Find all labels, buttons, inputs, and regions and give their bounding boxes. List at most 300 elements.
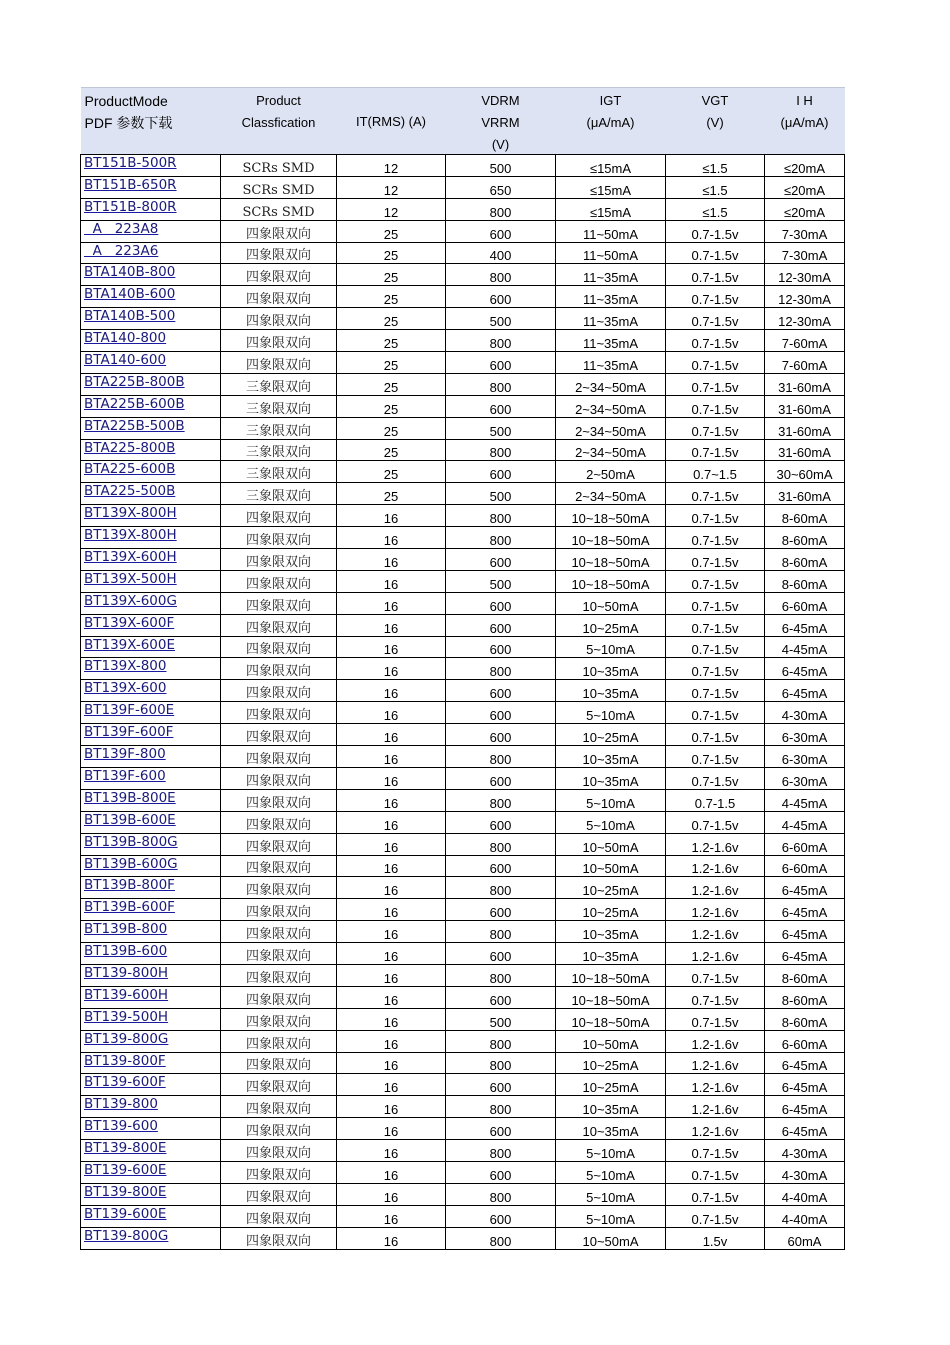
table-row	[81, 155, 845, 177]
cell-vdrm: 600	[446, 724, 556, 746]
cell-vgt: 0.7-1.5v	[666, 417, 765, 439]
cell-classification: SCRs SMD	[221, 198, 337, 220]
cell-vdrm: 600	[446, 986, 556, 1008]
cell-vdrm: 600	[446, 899, 556, 921]
cell-it-rms: 16	[337, 1008, 446, 1030]
table-row	[81, 789, 845, 811]
table-row	[81, 1227, 845, 1249]
cell-classification: 三象限双向	[221, 461, 337, 483]
pdf-download-link[interactable]: BT139B-600F	[84, 899, 175, 916]
cell-classification: 四象限双向	[221, 767, 337, 789]
pdf-download-link[interactable]: BT139-800E	[84, 1183, 167, 1200]
cell-ih: 30~60mA	[765, 461, 845, 483]
cell-igt: 10~50mA	[556, 592, 666, 614]
cell-ih: 7-30mA	[765, 242, 845, 264]
cell-igt: 2~34~50mA	[556, 439, 666, 461]
cell-ih: 6-30mA	[765, 767, 845, 789]
cell-igt: 10~25mA	[556, 724, 666, 746]
cell-classification: 三象限双向	[221, 373, 337, 395]
cell-ih: 4-40mA	[765, 1183, 845, 1205]
cell-vgt: 0.7-1.5v	[666, 1008, 765, 1030]
cell-igt: ≤15mA	[556, 155, 666, 177]
table-row	[81, 1052, 845, 1074]
cell-vdrm: 650	[446, 176, 556, 198]
cell-ih: 31-60mA	[765, 439, 845, 461]
cell-classification: 四象限双向	[221, 527, 337, 549]
table-row	[81, 855, 845, 877]
pdf-download-link[interactable]: BT139F-600E	[84, 702, 175, 719]
pdf-download-link[interactable]: BT139B-800F	[84, 877, 175, 894]
cell-classification: SCRs SMD	[221, 176, 337, 198]
cell-igt: 10~25mA	[556, 1052, 666, 1074]
cell-ih: 6-45mA	[765, 1096, 845, 1118]
pdf-download-link[interactable]: BT139X-600E	[84, 636, 176, 653]
pdf-download-link[interactable]: BT139B-800	[84, 921, 168, 938]
cell-vgt: 0.7~1.5	[666, 461, 765, 483]
pdf-download-link[interactable]: BTA225B-500B	[84, 417, 185, 434]
cell-ih: 4-30mA	[765, 1161, 845, 1183]
cell-vgt: 1.2-1.6v	[666, 1074, 765, 1096]
cell-vgt: 1.2-1.6v	[666, 1030, 765, 1052]
cell-vdrm: 600	[446, 395, 556, 417]
cell-classification: 四象限双向	[221, 352, 337, 374]
cell-vgt: 0.7-1.5v	[666, 1161, 765, 1183]
cell-model	[81, 789, 221, 811]
table-row	[81, 767, 845, 789]
pdf-download-link[interactable]: BTA225B-600B	[84, 395, 185, 412]
cell-classification: 四象限双向	[221, 855, 337, 877]
cell-it-rms: 16	[337, 1030, 446, 1052]
cell-vdrm: 600	[446, 592, 556, 614]
cell-vgt: 1.2-1.6v	[666, 1096, 765, 1118]
pdf-download-link[interactable]: BT139-600E	[84, 1205, 167, 1222]
cell-model	[81, 1052, 221, 1074]
cell-vdrm: 400	[446, 242, 556, 264]
cell-classification: 四象限双向	[221, 680, 337, 702]
cell-it-rms: 25	[337, 461, 446, 483]
cell-ih: 6-60mA	[765, 592, 845, 614]
pdf-download-link[interactable]: BT139-600H	[84, 986, 169, 1003]
pdf-download-link[interactable]: A 223A6	[84, 242, 159, 259]
header-ih: I H (μA/mA)	[765, 88, 845, 155]
cell-it-rms: 25	[337, 395, 446, 417]
cell-classification: 四象限双向	[221, 1096, 337, 1118]
cell-vgt: 0.7-1.5v	[666, 373, 765, 395]
cell-vdrm: 800	[446, 505, 556, 527]
cell-classification: 四象限双向	[221, 220, 337, 242]
pdf-download-link[interactable]: BT139B-600	[84, 943, 168, 960]
pdf-download-link[interactable]: BT139-800G	[84, 1030, 169, 1047]
cell-it-rms: 16	[337, 746, 446, 768]
cell-vdrm: 600	[446, 811, 556, 833]
pdf-download-link[interactable]: BT139X-600H	[84, 549, 177, 566]
cell-vgt: 0.7-1.5v	[666, 330, 765, 352]
cell-model	[81, 527, 221, 549]
cell-igt: 5~10mA	[556, 1140, 666, 1162]
cell-classification: 四象限双向	[221, 833, 337, 855]
cell-it-rms: 25	[337, 308, 446, 330]
table-row	[81, 373, 845, 395]
cell-it-rms: 16	[337, 767, 446, 789]
cell-classification: 四象限双向	[221, 614, 337, 636]
cell-ih: 6-30mA	[765, 724, 845, 746]
cell-vdrm: 800	[446, 1183, 556, 1205]
cell-vdrm: 800	[446, 1227, 556, 1249]
cell-it-rms: 16	[337, 1052, 446, 1074]
cell-igt: 5~10mA	[556, 789, 666, 811]
cell-model	[81, 439, 221, 461]
cell-it-rms: 16	[337, 570, 446, 592]
cell-model	[81, 877, 221, 899]
table-row	[81, 1074, 845, 1096]
table-row	[81, 1118, 845, 1140]
table-row	[81, 702, 845, 724]
cell-classification: 四象限双向	[221, 242, 337, 264]
pdf-download-link[interactable]: BT139F-600F	[84, 724, 174, 741]
cell-vdrm: 800	[446, 439, 556, 461]
cell-ih: 6-45mA	[765, 1118, 845, 1140]
cell-vdrm: 600	[446, 461, 556, 483]
table-row	[81, 527, 845, 549]
cell-classification: 四象限双向	[221, 1183, 337, 1205]
cell-classification: 四象限双向	[221, 1140, 337, 1162]
cell-ih: 8-60mA	[765, 986, 845, 1008]
header-vgt: VGT (V)	[666, 88, 765, 155]
cell-vdrm: 600	[446, 1118, 556, 1140]
table-row	[81, 1030, 845, 1052]
pdf-download-link[interactable]: BTA140B-800	[84, 264, 176, 281]
cell-model	[81, 1096, 221, 1118]
pdf-download-link[interactable]: BT139-600	[84, 1118, 158, 1135]
pdf-download-link[interactable]: BTA140-600	[84, 352, 167, 369]
pdf-download-link[interactable]: BTA225B-800B	[84, 373, 185, 390]
cell-classification: 四象限双向	[221, 1118, 337, 1140]
cell-ih: 31-60mA	[765, 373, 845, 395]
cell-it-rms: 16	[337, 811, 446, 833]
cell-vdrm: 800	[446, 833, 556, 855]
pdf-download-link[interactable]: BTA140-800	[84, 330, 167, 347]
cell-ih: 6-60mA	[765, 1030, 845, 1052]
cell-model	[81, 1118, 221, 1140]
cell-vgt: 1.5v	[666, 1227, 765, 1249]
cell-vgt: 0.7-1.5v	[666, 439, 765, 461]
cell-vdrm: 600	[446, 286, 556, 308]
cell-vdrm: 600	[446, 220, 556, 242]
pdf-download-link[interactable]: BT139-600E	[84, 1161, 167, 1178]
cell-ih: 8-60mA	[765, 549, 845, 571]
table-row	[81, 811, 845, 833]
cell-model	[81, 198, 221, 220]
cell-classification: 四象限双向	[221, 549, 337, 571]
cell-vgt: 1.2-1.6v	[666, 1052, 765, 1074]
cell-vgt: 1.2-1.6v	[666, 833, 765, 855]
table-row	[81, 220, 845, 242]
pdf-download-link[interactable]: BT139B-800E	[84, 789, 176, 806]
header-product-model: ProductMode PDF 参数下载	[81, 88, 221, 155]
pdf-download-link[interactable]: BT139-600F	[84, 1074, 166, 1091]
table-row	[81, 461, 845, 483]
table-row	[81, 395, 845, 417]
pdf-download-link[interactable]: BT139B-600G	[84, 855, 178, 872]
cell-model	[81, 1008, 221, 1030]
cell-vdrm: 500	[446, 308, 556, 330]
cell-ih: 31-60mA	[765, 395, 845, 417]
cell-it-rms: 25	[337, 352, 446, 374]
pdf-download-link[interactable]: BT139-800G	[84, 1227, 169, 1244]
cell-igt: 10~18~50mA	[556, 505, 666, 527]
cell-model	[81, 461, 221, 483]
cell-ih: 4-40mA	[765, 1205, 845, 1227]
pdf-download-link[interactable]: BTA225-500B	[84, 483, 176, 500]
table-row	[81, 505, 845, 527]
cell-vdrm: 600	[446, 614, 556, 636]
cell-it-rms: 16	[337, 636, 446, 658]
cell-it-rms: 16	[337, 1227, 446, 1249]
table-row	[81, 198, 845, 220]
pdf-download-link[interactable]: BTA225-600B	[84, 461, 176, 478]
cell-vdrm: 500	[446, 417, 556, 439]
cell-classification: 四象限双向	[221, 899, 337, 921]
pdf-download-link[interactable]: BT139X-800H	[84, 527, 177, 544]
cell-vdrm: 500	[446, 155, 556, 177]
cell-model	[81, 483, 221, 505]
cell-model	[81, 1074, 221, 1096]
table-row	[81, 877, 845, 899]
cell-classification: 三象限双向	[221, 439, 337, 461]
cell-ih: 6-45mA	[765, 680, 845, 702]
cell-igt: ≤15mA	[556, 176, 666, 198]
cell-classification: 四象限双向	[221, 1227, 337, 1249]
cell-it-rms: 16	[337, 1096, 446, 1118]
cell-vdrm: 800	[446, 330, 556, 352]
cell-ih: 4-45mA	[765, 811, 845, 833]
cell-ih: 12-30mA	[765, 308, 845, 330]
cell-vgt: 0.7-1.5v	[666, 242, 765, 264]
cell-classification: 四象限双向	[221, 1161, 337, 1183]
cell-classification: 四象限双向	[221, 1052, 337, 1074]
cell-model	[81, 155, 221, 177]
cell-vdrm: 800	[446, 373, 556, 395]
header-row	[81, 88, 845, 155]
pdf-download-link[interactable]: BT139-800	[84, 1096, 158, 1113]
cell-model	[81, 1161, 221, 1183]
cell-it-rms: 16	[337, 833, 446, 855]
cell-igt: 10~35mA	[556, 680, 666, 702]
cell-vdrm: 600	[446, 636, 556, 658]
cell-classification: 四象限双向	[221, 746, 337, 768]
cell-classification: 四象限双向	[221, 658, 337, 680]
pdf-download-link[interactable]: BT139X-800	[84, 658, 167, 675]
table-row	[81, 308, 845, 330]
cell-it-rms: 16	[337, 1140, 446, 1162]
pdf-download-link[interactable]: BT139B-600E	[84, 811, 176, 828]
cell-it-rms: 16	[337, 592, 446, 614]
pdf-download-link[interactable]: BT139X-600	[84, 680, 167, 697]
pdf-download-link[interactable]: A 223A8	[84, 220, 159, 237]
cell-vdrm: 600	[446, 1205, 556, 1227]
cell-vgt: ≤1.5	[666, 176, 765, 198]
pdf-download-link[interactable]: BT139X-800H	[84, 505, 177, 522]
table-row	[81, 242, 845, 264]
pdf-download-link[interactable]: BTA225-800B	[84, 439, 176, 456]
cell-ih: 8-60mA	[765, 527, 845, 549]
pdf-download-link[interactable]: BTA140B-500	[84, 308, 176, 325]
cell-igt: 10~25mA	[556, 899, 666, 921]
table-row	[81, 264, 845, 286]
pdf-download-link[interactable]: BT139-800E	[84, 1140, 167, 1157]
cell-ih: 8-60mA	[765, 1008, 845, 1030]
cell-ih: 31-60mA	[765, 483, 845, 505]
cell-igt: 2~50mA	[556, 461, 666, 483]
pdf-download-link[interactable]: BT139-800F	[84, 1052, 166, 1069]
table-row	[81, 1140, 845, 1162]
cell-vdrm: 500	[446, 483, 556, 505]
cell-classification: 四象限双向	[221, 264, 337, 286]
cell-ih: 6-45mA	[765, 1074, 845, 1096]
cell-it-rms: 16	[337, 1205, 446, 1227]
cell-model	[81, 352, 221, 374]
cell-classification: 四象限双向	[221, 308, 337, 330]
cell-igt: 11~50mA	[556, 242, 666, 264]
cell-ih: ≤20mA	[765, 198, 845, 220]
cell-vgt: 0.7-1.5v	[666, 1205, 765, 1227]
cell-model	[81, 724, 221, 746]
cell-it-rms: 25	[337, 220, 446, 242]
pdf-download-link[interactable]: BT139F-600	[84, 767, 166, 784]
cell-classification: 四象限双向	[221, 1030, 337, 1052]
cell-vgt: 1.2-1.6v	[666, 877, 765, 899]
cell-igt: 11~35mA	[556, 352, 666, 374]
cell-vgt: ≤1.5	[666, 155, 765, 177]
table-row	[81, 1161, 845, 1183]
cell-vdrm: 800	[446, 1096, 556, 1118]
cell-vgt: 0.7-1.5v	[666, 746, 765, 768]
cell-ih: 7-60mA	[765, 352, 845, 374]
pdf-download-link[interactable]: BT139B-800G	[84, 833, 178, 850]
pdf-download-link[interactable]: BT139-800H	[84, 964, 169, 981]
cell-classification: 四象限双向	[221, 505, 337, 527]
cell-igt: 11~35mA	[556, 308, 666, 330]
table-row	[81, 439, 845, 461]
table-row	[81, 1096, 845, 1118]
cell-igt: 10~35mA	[556, 921, 666, 943]
cell-it-rms: 25	[337, 439, 446, 461]
cell-classification: 三象限双向	[221, 483, 337, 505]
cell-it-rms: 25	[337, 417, 446, 439]
cell-igt: 10~35mA	[556, 746, 666, 768]
cell-vdrm: 600	[446, 767, 556, 789]
cell-vgt: 0.7-1.5v	[666, 549, 765, 571]
cell-vdrm: 600	[446, 943, 556, 965]
pdf-download-link[interactable]: BTA140B-600	[84, 286, 176, 303]
table-row	[81, 724, 845, 746]
cell-vgt: 1.2-1.6v	[666, 855, 765, 877]
table-row	[81, 417, 845, 439]
cell-vgt: 0.7-1.5v	[666, 395, 765, 417]
table-row	[81, 833, 845, 855]
cell-igt: 10~18~50mA	[556, 570, 666, 592]
cell-model	[81, 702, 221, 724]
cell-model	[81, 1030, 221, 1052]
table-row	[81, 899, 845, 921]
cell-ih: 6-30mA	[765, 746, 845, 768]
table-row	[81, 592, 845, 614]
cell-model	[81, 658, 221, 680]
cell-ih: 6-45mA	[765, 921, 845, 943]
cell-igt: 11~35mA	[556, 286, 666, 308]
cell-vdrm: 500	[446, 570, 556, 592]
pdf-download-link[interactable]: BT139F-800	[84, 746, 166, 763]
cell-model	[81, 570, 221, 592]
cell-model	[81, 505, 221, 527]
pdf-download-link[interactable]: BT139X-600G	[84, 592, 177, 609]
pdf-download-link[interactable]: BT139-500H	[84, 1008, 169, 1025]
table-row	[81, 964, 845, 986]
cell-vdrm: 600	[446, 680, 556, 702]
cell-vgt: 0.7-1.5v	[666, 570, 765, 592]
pdf-download-link[interactable]: BT139X-500H	[84, 570, 177, 587]
cell-model	[81, 614, 221, 636]
cell-igt: 5~10mA	[556, 1205, 666, 1227]
cell-it-rms: 12	[337, 176, 446, 198]
cell-classification: 四象限双向	[221, 724, 337, 746]
cell-vdrm: 600	[446, 702, 556, 724]
table-row	[81, 1183, 845, 1205]
cell-model	[81, 943, 221, 965]
cell-it-rms: 12	[337, 155, 446, 177]
table-row	[81, 549, 845, 571]
cell-vgt: 0.7-1.5v	[666, 483, 765, 505]
cell-it-rms: 16	[337, 527, 446, 549]
cell-igt: 2~34~50mA	[556, 417, 666, 439]
cell-classification: 四象限双向	[221, 592, 337, 614]
cell-model	[81, 855, 221, 877]
cell-model	[81, 921, 221, 943]
cell-igt: 10~18~50mA	[556, 964, 666, 986]
table-row	[81, 176, 845, 198]
cell-classification: 四象限双向	[221, 702, 337, 724]
cell-model	[81, 176, 221, 198]
cell-ih: 8-60mA	[765, 964, 845, 986]
cell-classification: 四象限双向	[221, 1008, 337, 1030]
pdf-download-link[interactable]: BT151B-650R	[84, 176, 177, 193]
cell-it-rms: 25	[337, 330, 446, 352]
cell-igt: 10~25mA	[556, 877, 666, 899]
cell-igt: 10~25mA	[556, 614, 666, 636]
cell-vgt: 0.7-1.5v	[666, 592, 765, 614]
cell-vdrm: 600	[446, 549, 556, 571]
cell-ih: 4-45mA	[765, 789, 845, 811]
cell-it-rms: 25	[337, 264, 446, 286]
cell-igt: 11~50mA	[556, 220, 666, 242]
pdf-download-link[interactable]: BT139X-600F	[84, 614, 175, 631]
cell-it-rms: 16	[337, 899, 446, 921]
table-row	[81, 658, 845, 680]
cell-ih: 8-60mA	[765, 570, 845, 592]
pdf-download-link[interactable]: BT151B-800R	[84, 198, 177, 215]
pdf-download-link[interactable]: BT151B-500R	[84, 155, 177, 171]
cell-vgt: ≤1.5	[666, 198, 765, 220]
cell-igt: 2~34~50mA	[556, 373, 666, 395]
cell-model	[81, 636, 221, 658]
cell-ih: 6-45mA	[765, 877, 845, 899]
cell-vgt: 0.7-1.5v	[666, 680, 765, 702]
cell-ih: 12-30mA	[765, 264, 845, 286]
cell-vgt: 0.7-1.5v	[666, 964, 765, 986]
table-row	[81, 1008, 845, 1030]
table-row	[81, 746, 845, 768]
cell-ih: 6-45mA	[765, 943, 845, 965]
